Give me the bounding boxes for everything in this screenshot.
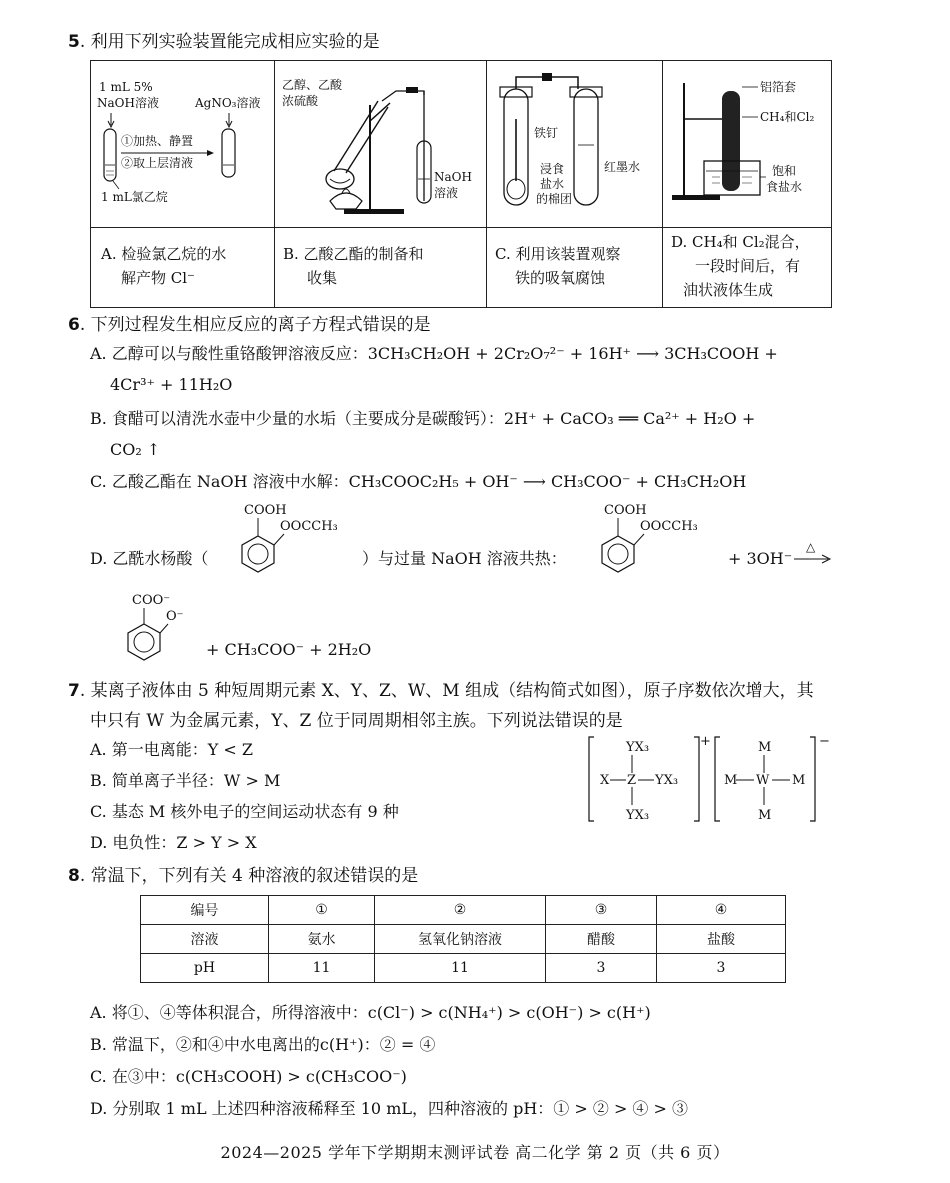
app-a-step2: ②取上层清液 (121, 156, 194, 170)
q7-option-b: B. 简单离子半径：W > M (90, 771, 281, 790)
table-cell: 醋酸 (546, 925, 657, 954)
app-c-label2: 浸食 (540, 162, 565, 176)
table-cell: 11 (269, 954, 375, 983)
q7-option-a: A. 第一电离能：Y < Z (90, 740, 253, 759)
apparatus-b-diagram (274, 61, 486, 227)
q8-number: 8 (68, 866, 80, 886)
q8-option-a: A. 将①、④等体积混合，所得溶液中：c(Cl⁻) > c(NH₄⁺) > c(OH⁻) > c(H⁺) (90, 1003, 651, 1022)
anion-m-bottom: M (758, 808, 772, 823)
q5-option-b-line2: 收集 (307, 269, 338, 287)
q7-number: 7 (68, 681, 80, 701)
q6-option-a-line1: A. 乙醇可以与酸性重铬酸钾溶液反应：3CH₃CH₂OH + 2Cr₂O₇²⁻ + 16H⁺ ⟶ 3CH₃COOH + (90, 344, 778, 363)
q8-option-d: D. 分别取 1 mL 上述四种溶液稀释至 10 mL，四种溶液的 pH：① > ② > ④ > ③ (90, 1099, 689, 1118)
q5-option-d-line2: 一段时间后，有 (695, 257, 801, 275)
app-b-label1: 乙醇、乙酸 (282, 78, 343, 92)
table-cell: 溶液 (141, 925, 269, 954)
app-a-label2: NaOH溶液 (97, 96, 159, 110)
salicylate-dianion-structure (118, 590, 218, 674)
q5-stem-text: . 利用下列实验装置能完成相应实验的是 (79, 32, 380, 52)
reaction-arrow-heat (792, 540, 832, 570)
mol1-cooh: COOH (244, 503, 287, 518)
table-cell: 盐酸 (657, 925, 786, 954)
q5-apparatus-table (90, 60, 832, 308)
app-d-label2: CH₄和Cl₂ (760, 110, 815, 124)
mol2-ooccH3: OOCCH₃ (640, 519, 698, 534)
app-d-label3: 饱和 (772, 164, 797, 178)
q6-stem-text: . 下列过程发生相应反应的离子方程式错误的是 (79, 315, 431, 335)
q6-option-c: C. 乙酸乙酯在 NaOH 溶液中水解：CH₃COOC₂H₅ + OH⁻ ⟶ CH₃COO⁻ + CH₃CH₂OH (90, 472, 747, 491)
q5-option-d-line1: D. CH₄和 Cl₂混合， (671, 233, 810, 251)
apparatus-a-diagram (91, 61, 274, 227)
page-footer: 2024—2025 学年下学期期末测评试卷 高二化学 第 2 页（共 6 页） (220, 1143, 730, 1162)
mol3-coo: COO⁻ (132, 593, 171, 608)
mol1-ooccH3: OOCCH₃ (280, 519, 338, 534)
anion-w: W (756, 773, 770, 788)
q5-option-c-line1: C. 利用该装置观察 (495, 245, 621, 263)
table-cell: 3 (657, 954, 786, 983)
cation-yx3-top: YX₃ (626, 740, 650, 755)
apparatus-d-diagram (662, 61, 832, 227)
aspirin-structure-1 (228, 500, 368, 588)
q8-option-b: B. 常温下，②和④中水电离出的c(H⁺)：② = ④ (90, 1035, 436, 1054)
anion-m-right: M (792, 773, 806, 788)
app-c-label5: 红墨水 (604, 160, 641, 174)
q6-stem (68, 313, 431, 337)
app-a-label1: 1 mL 5% (99, 80, 153, 94)
q6-option-d-prefix: D. 乙酰水杨酸（ (90, 549, 209, 568)
q5-option-b-line1: B. 乙酸乙酯的制备和 (283, 245, 424, 263)
app-a-label3: AgNO₃溶液 (195, 96, 261, 110)
q5-option-c-line2: 铁的吸氧腐蚀 (515, 269, 606, 287)
table-cell: 编号 (141, 896, 269, 925)
cation-z: Z (627, 773, 637, 788)
q7-stem-line2: 中只有 W 为金属元素，Y、Z 位于同周期相邻主族。下列说法错误的是 (90, 711, 623, 731)
anion-m-left: M (724, 773, 738, 788)
table-cell: 氢氧化钠溶液 (375, 925, 546, 954)
q5-option-d-line3: 油状液体生成 (683, 281, 774, 299)
table-row (141, 896, 786, 925)
apparatus-c-diagram (486, 61, 662, 227)
app-c-label1: 铁钉 (534, 126, 559, 140)
aspirin-structure-2 (588, 500, 728, 588)
q5-option-a-line1: A. 检验氯乙烷的水 (101, 245, 227, 263)
app-a-label4: 1 mL氯乙烷 (101, 190, 168, 204)
app-a-step1: ①加热、静置 (121, 134, 194, 148)
table-cell: ③ (546, 896, 657, 925)
q5-number: 5 (68, 32, 80, 52)
table-cell: ④ (657, 896, 786, 925)
app-c-label4: 的棉团 (536, 192, 573, 206)
mol2-cooh: COOH (604, 503, 647, 518)
q6-number: 6 (68, 315, 80, 335)
app-d-label1: 铝箔套 (760, 80, 797, 94)
table-row (141, 954, 786, 983)
q6-option-d-reagent: + 3OH⁻ (728, 549, 793, 568)
q6-option-b-line2: CO₂ ↑ (110, 440, 161, 459)
table-cell: ① (269, 896, 375, 925)
table-cell: ② (375, 896, 546, 925)
anion-charge: − (819, 735, 830, 749)
cation-charge: + (700, 735, 711, 749)
q6-option-b-line1: B. 食醋可以清洗水壶中少量的水垢（主要成分是碳酸钙）：2H⁺ + CaCO₃ ══ Ca²⁺ + H₂O + (90, 409, 756, 428)
cation-yx3-bottom: YX₃ (626, 808, 650, 823)
q8-stem (68, 864, 418, 888)
heat-symbol: △ (806, 540, 816, 554)
mol3-o: O⁻ (166, 609, 184, 624)
q8-option-c: C. 在③中：c(CH₃COOH) > c(CH₃COO⁻) (90, 1067, 407, 1086)
table-cell: 氨水 (269, 925, 375, 954)
q7-stem-line1 (68, 679, 814, 703)
q5-stem (68, 30, 380, 54)
q6-option-a-line2: 4Cr³⁺ + 11H₂O (110, 375, 233, 394)
cation-x: X (600, 773, 610, 788)
table-cell: pH (141, 954, 269, 983)
table-cell: 3 (546, 954, 657, 983)
ionic-liquid-structure (588, 735, 838, 825)
q5-option-a-line2: 解产物 Cl⁻ (121, 269, 195, 287)
q7-stem-text1: . 某离子液体由 5 种短周期元素 X、Y、Z、W、M 组成（结构简式如图），原子序数依次增大，其 (79, 681, 814, 701)
q8-stem-text: . 常温下，下列有关 4 种溶液的叙述错误的是 (79, 866, 419, 886)
q8-solution-table (140, 895, 786, 983)
app-d-label4: 食盐水 (766, 180, 803, 194)
cation-yx3-right: YX₃ (655, 773, 679, 788)
anion-m-top: M (758, 740, 772, 755)
app-b-label4: 溶液 (434, 186, 459, 200)
table-row (141, 925, 786, 954)
q6-option-d-mid: ）与过量 NaOH 溶液共热： (362, 549, 567, 568)
app-b-label3: NaOH (434, 170, 472, 184)
q7-option-c: C. 基态 M 核外电子的空间运动状态有 9 种 (90, 802, 399, 821)
app-c-label3: 盐水 (540, 177, 565, 191)
q6-option-d-products: + CH₃COO⁻ + 2H₂O (206, 640, 372, 659)
q7-option-d: D. 电负性：Z > Y > X (90, 833, 257, 852)
table-cell: 11 (375, 954, 546, 983)
app-b-label2: 浓硫酸 (282, 94, 319, 108)
